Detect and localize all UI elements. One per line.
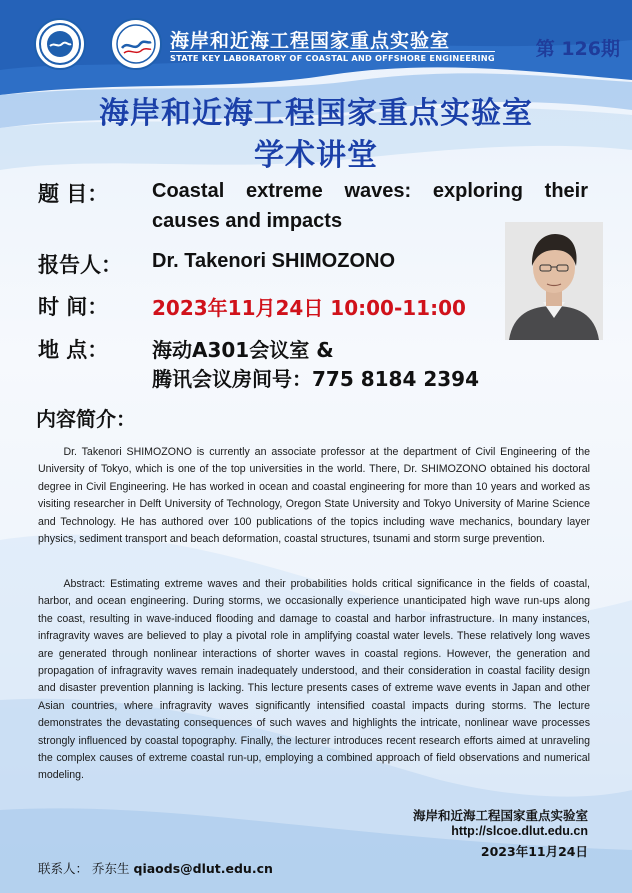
topic-value: Coastal extreme waves: exploring their causes and impacts [152,180,588,232]
place-line2: 腾讯会议房间号：775 8184 2394 [152,367,480,391]
contact-name: 乔东生 [92,861,130,876]
speaker-photo [505,222,603,340]
footer-org: 海岸和近海工程国家重点实验室 [412,808,588,823]
place-label: 地 点： [38,338,109,362]
summary-heading: 内容简介： [36,407,136,431]
page-title: 海岸和近海工程国家重点实验室 [99,96,533,131]
lecture-abstract: Abstract: Estimating extreme waves and their probabilities holds critical significance in the fields of coastal, harbor, and ocean engineering. During storms, we occasionally experience unanticipated high wave run-ups along the coast, resulting in wave-induced flooding and damage to coastal and harbor infrastructure. In many instances, infragravity waves are believed to play a pivotal role in amplifying coastal water levels. These relatively long waves are generated through nonlinear interactions of shorter waves in coastal regions. However, the generation and propagation of infragravity waves remain inadequately understood, and their consideration in coastal facility design and disaster prevention planning is lacking. This lecture presents cases of extreme wave events in Japan and other Asian countries, where infragravity waves significantly intensified coastal impacts during storms. The lecture demonstrates the devastating consequences of such waves and highlights the intricate, nonlinear wave processes strongly influenced by coastal topography. Finally, the lecturer introduces recent research efforts aimed at unraveling the complex causes of extreme coastal run-up, employing a combined approach of field observations and numerical modeling. [38,578,590,782]
speaker-label: 报告人： [38,253,122,277]
speaker-bio: Dr. Takenori SHIMOZONO is currently an associate professor at the department of Civil Engineering of the University of Tokyo, which is one of the top universities in the world. There, Dr. SHIMOZONO obtained his doctoral degree in Civil Engineering. He has worked in ocean and coastal engineering for more than 10 years and worked as visiting researcher in Delft University of Technology, Oregon State University and Tokyo University of Marine Science and Technology. He has authored over 100 publications of the topics including wave mechanics, boundary layer physics, sediment transport and beach deformation, coastal structures, tsunami and storm surge prevention. [38,446,590,546]
contact-label: 联系人： [38,861,89,876]
lab-logo-icon [110,18,162,70]
time-label: 时 间： [38,295,109,319]
contact-email[interactable]: qiaods@dlut.edu.cn [133,861,273,876]
contact-info [38,859,273,877]
footer-date: 2023年11月24日 [480,844,588,859]
university-seal-icon [34,18,86,70]
time-value: 2023年11月24日 10:00-11:00 [152,296,466,320]
place-line1: 海动A301会议室 & [152,338,334,362]
speaker-value: Dr. Takenori SHIMOZONO [152,250,395,272]
issue-number: 第 126期 [535,38,620,60]
lab-name-cn: 海岸和近海工程国家重点实验室 [170,30,451,52]
lab-name-en: STATE KEY LABORATORY OF COASTAL AND OFFSHORE ENGINEERING [170,53,495,63]
topic-label: 题 目： [38,182,109,206]
page-subtitle: 学术讲堂 [254,138,378,173]
footer-url[interactable]: http://slcoe.dlut.edu.cn [451,824,588,838]
